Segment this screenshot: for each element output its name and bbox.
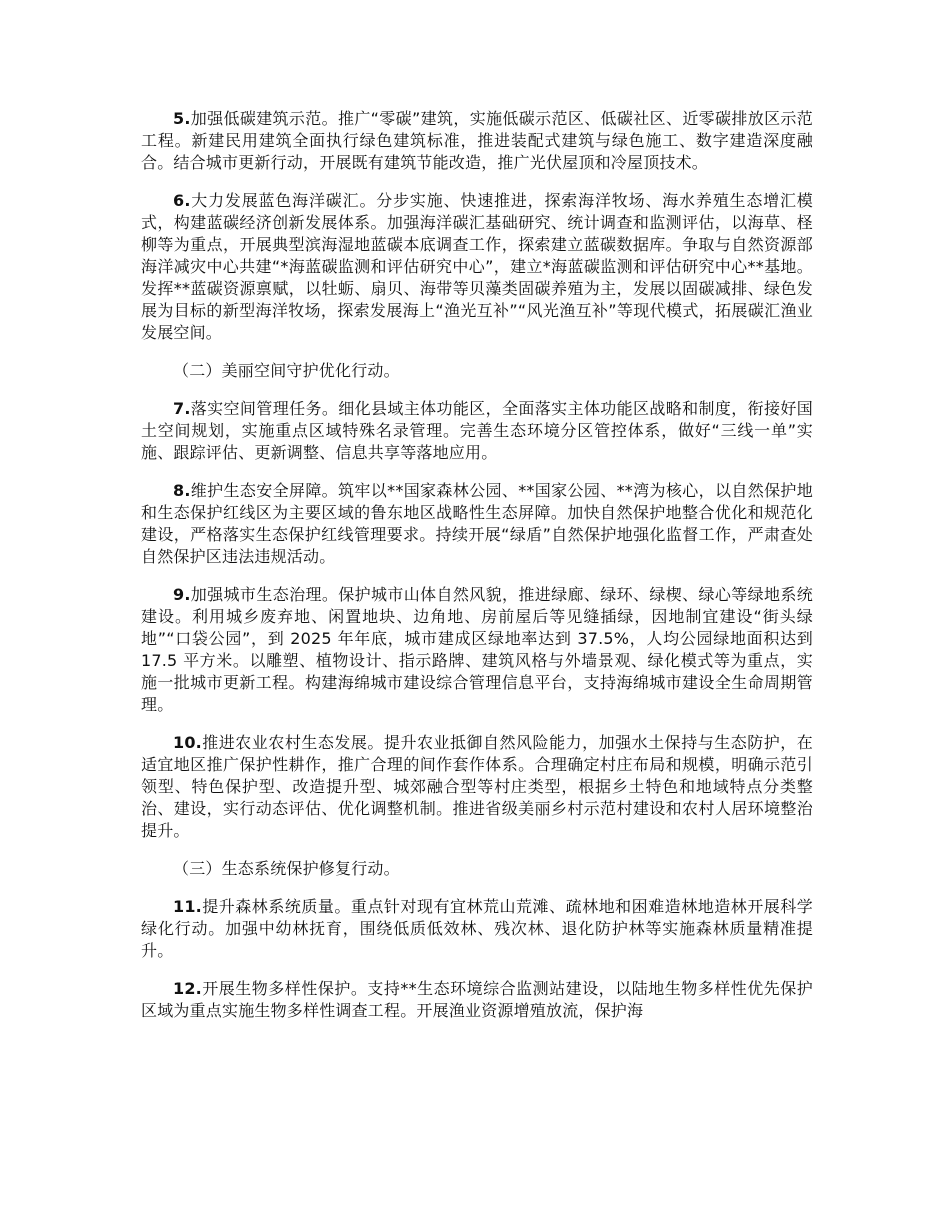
paragraph-number: 5. <box>173 109 191 128</box>
paragraph-text: 落实空间管理任务。细化县域主体功能区，全面落实主体功能区战略和制度，衔接好国土空间规划，实施重点区域特殊名录管理。完善生态环境分区管控体系，做好“三线一单”实施、跟踪评估、更新调整、信息共享等落地应用。 <box>141 399 813 462</box>
paragraph-number: 6. <box>173 191 191 210</box>
paragraph-5 <box>141 108 813 174</box>
paragraph-text: 推进农业农村生态发展。提升农业抵御自然风险能力，加强水土保持与生态防护，在适宜地区推广保护性耕作，推广合理的间作套作体系。合理确定村庄布局和规模，明确示范引领型、特色保护型、改造提升型、城郊融合型等村庄类型，根据乡土特色和地域特点分类整治、建设，实行动态评估、优化调整机制。推进省级美丽乡村示范村建设和农村人居环境整治提升。 <box>141 733 813 840</box>
paragraph-text: 维护生态安全屏障。筑牢以**国家森林公园、**国家公园、**湾为核心，以自然保护地和生态保护红线区为主要区域的鲁东地区战略性生态屏障。加快自然保护地整合优化和规范化建设，严格落实生态保护红线管理要求。持续开展“绿盾”自然保护地强化监督工作，严肃查处自然保护区违法违规活动。 <box>141 481 813 566</box>
paragraph-text: 大力发展蓝色海洋碳汇。分步实施、快速推进，探索海洋牧场、海水养殖生态增汇模式，构建蓝碳经济创新发展体系。加强海洋碳汇基础研究、统计调查和监测评估，以海草、柽柳等为重点，开展典型滨海湿地蓝碳本底调查工作，探索建立蓝碳数据库。争取与自然资源部海洋减灾中心共建“*海蓝碳监测和评估研究中心”，建立*海蓝碳监测和评估研究中心**基地。发挥**蓝碳资源禀赋，以牡蛎、扇贝、海带等贝藻类固碳养殖为主，发展以固碳减排、绿色发展为目标的新型海洋牧场，探索发展海上“渔光互补”“风光渔互补”等现代模式，拓展碳汇渔业发展空间。 <box>141 191 813 342</box>
section-heading-2: （二）美丽空间守护优化行动。 <box>173 361 400 380</box>
paragraph-text: 开展生物多样性保护。支持**生态环境综合监测站建设，以陆地生物多样性优先保护区域为重点实施生物多样性调查工程。开展渔业资源增殖放流，保护海 <box>141 979 813 1020</box>
paragraph-number: 7. <box>173 399 191 418</box>
paragraph-text: 提升森林系统质量。重点针对现有宜林荒山荒滩、疏林地和困难造林地造林开展科学绿化行动。加强中幼林抚育，围绕低质低效林、残次林、退化防护林等实施森林质量精准提升。 <box>141 897 813 960</box>
paragraph-text: 加强城市生态治理。保护城市山体自然风貌，推进绿廊、绿环、绿楔、绿心等绿地系统建设。利用城乡废弃地、闲置地块、边角地、房前屋后等见缝插绿，因地制宜建设“街头绿地”“口袋公园”，到 2025 年年底，城市建成区绿地率达到 37.5%，人均公园绿地面积达到 17.5 平方米。以雕塑、植物设计、指示路牌、建筑风格与外墙景观、绿化模式等为重点，实施一批城市更新工程。构建海绵城市建设综合管理信息平台，支持海绵城市建设全生命周期管理。 <box>141 585 813 714</box>
paragraph-number: 8. <box>173 481 191 500</box>
paragraph-number: 9. <box>173 585 191 604</box>
paragraph-11 <box>141 896 813 962</box>
paragraph-text: 加强低碳建筑示范。推广“零碳”建筑，实施低碳示范区、低碳社区、近零碳排放区示范工程。新建民用建筑全面执行绿色建筑标准，推进装配式建筑与绿色施工、数字建造深度融合。结合城市更新行动，开展既有建筑节能改造，推广光伏屋顶和冷屋顶技术。 <box>141 109 813 172</box>
paragraph-10 <box>141 732 813 842</box>
paragraph-6 <box>141 190 813 344</box>
section-heading-3: （三）生态系统保护修复行动。 <box>173 859 400 878</box>
paragraph-number: 10. <box>173 733 202 752</box>
paragraph-number: 12. <box>173 979 202 998</box>
paragraph-12 <box>141 978 813 1022</box>
paragraph-number: 11. <box>173 897 202 916</box>
paragraph-8 <box>141 480 813 568</box>
document-page <box>141 108 813 1038</box>
paragraph-7 <box>141 398 813 464</box>
paragraph-9 <box>141 584 813 716</box>
